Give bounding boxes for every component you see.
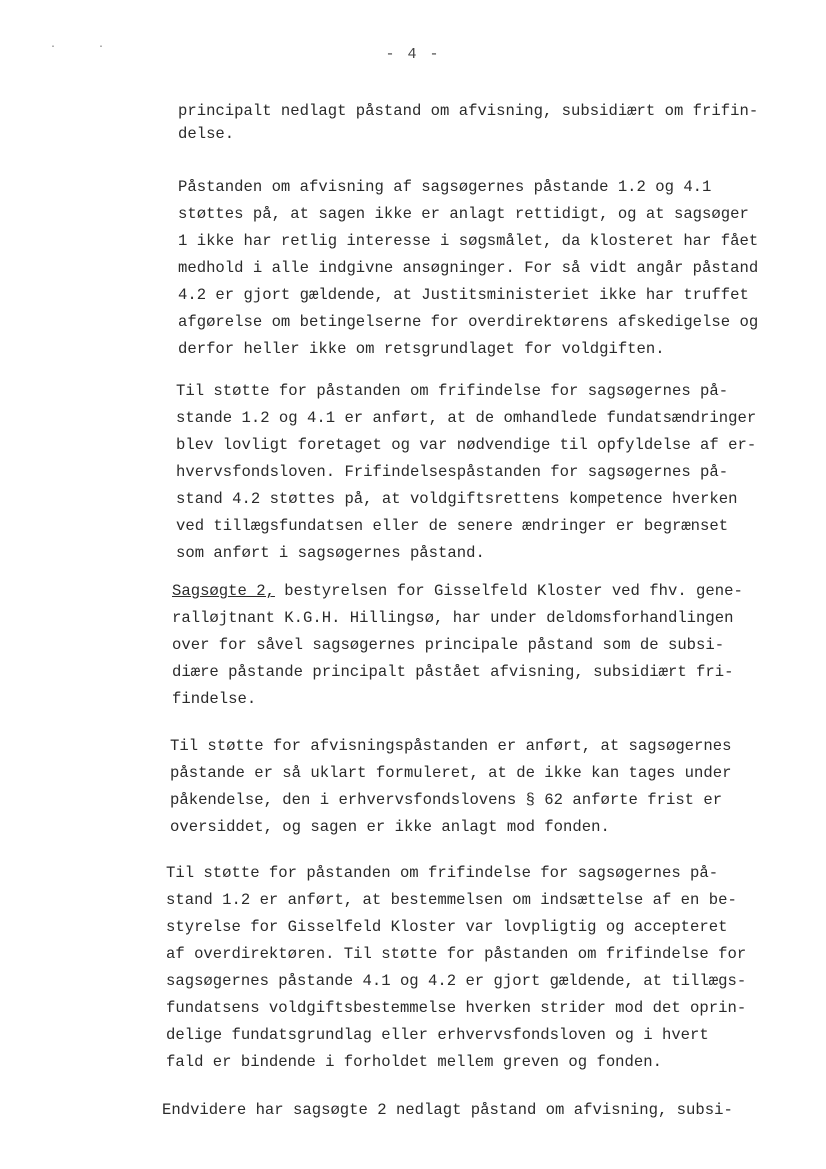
text-line: af overdirektøren. Til støtte for påstanden om frifindelse for	[166, 945, 747, 963]
text-line: stand 4.2 støttes på, at voldgiftsrettens kompetence hverken	[176, 490, 738, 508]
text-line: findelse.	[172, 690, 257, 708]
text-line: stande 1.2 og 4.1 er anført, at de omhandlede fundatsændringer	[176, 409, 757, 427]
page-number: - 4 -	[385, 46, 441, 63]
text-line: diære påstande principalt påstået afvisning, subsidiært fri-	[172, 663, 734, 681]
text-line: hvervsfondsloven. Frifindelsespåstanden for sagsøgernes på-	[176, 463, 729, 481]
text-line: principalt nedlagt påstand om afvisning, subsidiært om frifin-	[178, 102, 759, 120]
text-line: fundatsens voldgiftsbestemmelse hverken strider mod det oprin-	[166, 999, 747, 1017]
text-line: ralløjtnant K.G.H. Hillingsø, har under deldomsforhandlingen	[172, 609, 734, 627]
text-line: som anført i sagsøgernes påstand.	[176, 544, 485, 562]
text-line: ved tillægsfundatsen eller de senere ændringer er begrænset	[176, 517, 729, 535]
text-line: medhold i alle indgivne ansøgninger. For så vidt angår påstand	[178, 259, 759, 277]
text-line: Til støtte for påstanden om frifindelse for sagsøgernes på-	[176, 382, 729, 400]
text-line: støttes på, at sagen ikke er anlagt rettidigt, og at sagsøger	[178, 205, 749, 223]
text-line: 4.2 er gjort gældende, at Justitsministeriet ikke har truffet	[178, 286, 749, 304]
text-line: derfor heller ikke om retsgrundlaget for voldgiften.	[178, 340, 665, 358]
text-line: Endvidere har sagsøgte 2 nedlagt påstand om afvisning, subsi-	[162, 1101, 733, 1119]
text-line: blev lovligt foretaget og var nødvendige til opfyldelse af er-	[176, 436, 757, 454]
text-line: afgørelse om betingelserne for overdirektørens afskedigelse og	[178, 313, 759, 331]
text-line: påkendelse, den i erhvervsfondslovens § 62 anførte frist er	[170, 791, 723, 809]
text-line: 1 ikke har retlig interesse i søgsmålet, da klosteret har fået	[178, 232, 759, 250]
text-line: styrelse for Gisselfeld Kloster var lovpligtig og accepteret	[166, 918, 728, 936]
text-line: delse.	[178, 125, 235, 143]
text-line: fald er bindende i forholdet mellem greven og fonden.	[166, 1053, 662, 1071]
text-line: oversiddet, og sagen er ikke anlagt mod fonden.	[170, 818, 610, 836]
text-line	[172, 584, 743, 600]
text-line: over for såvel sagsøgernes principale påstand som de subsi-	[172, 636, 725, 654]
text-line: Til støtte for påstanden om frifindelse for sagsøgernes på-	[166, 864, 719, 882]
text-line: Til støtte for afvisningspåstanden er anført, at sagsøgernes	[170, 737, 732, 755]
scan-mark: ·	[50, 42, 57, 53]
text-line: Påstanden om afvisning af sagsøgernes påstande 1.2 og 4.1	[178, 178, 712, 196]
scan-mark: ·	[98, 42, 105, 53]
section-reference: Sagsøgte 2,	[172, 582, 275, 600]
text-fragment: bestyrelsen for Gisselfeld Kloster ved fhv. gene-	[274, 582, 743, 600]
text-line: sagsøgernes påstande 4.1 og 4.2 er gjort gældende, at tillægs-	[166, 972, 747, 990]
text-line: delige fundatsgrundlag eller erhvervsfondsloven og i hvert	[166, 1026, 709, 1044]
text-line: stand 1.2 er anført, at bestemmelsen om indsættelse af en be-	[166, 891, 737, 909]
text-line: påstande er så uklart formuleret, at de ikke kan tages under	[170, 764, 732, 782]
